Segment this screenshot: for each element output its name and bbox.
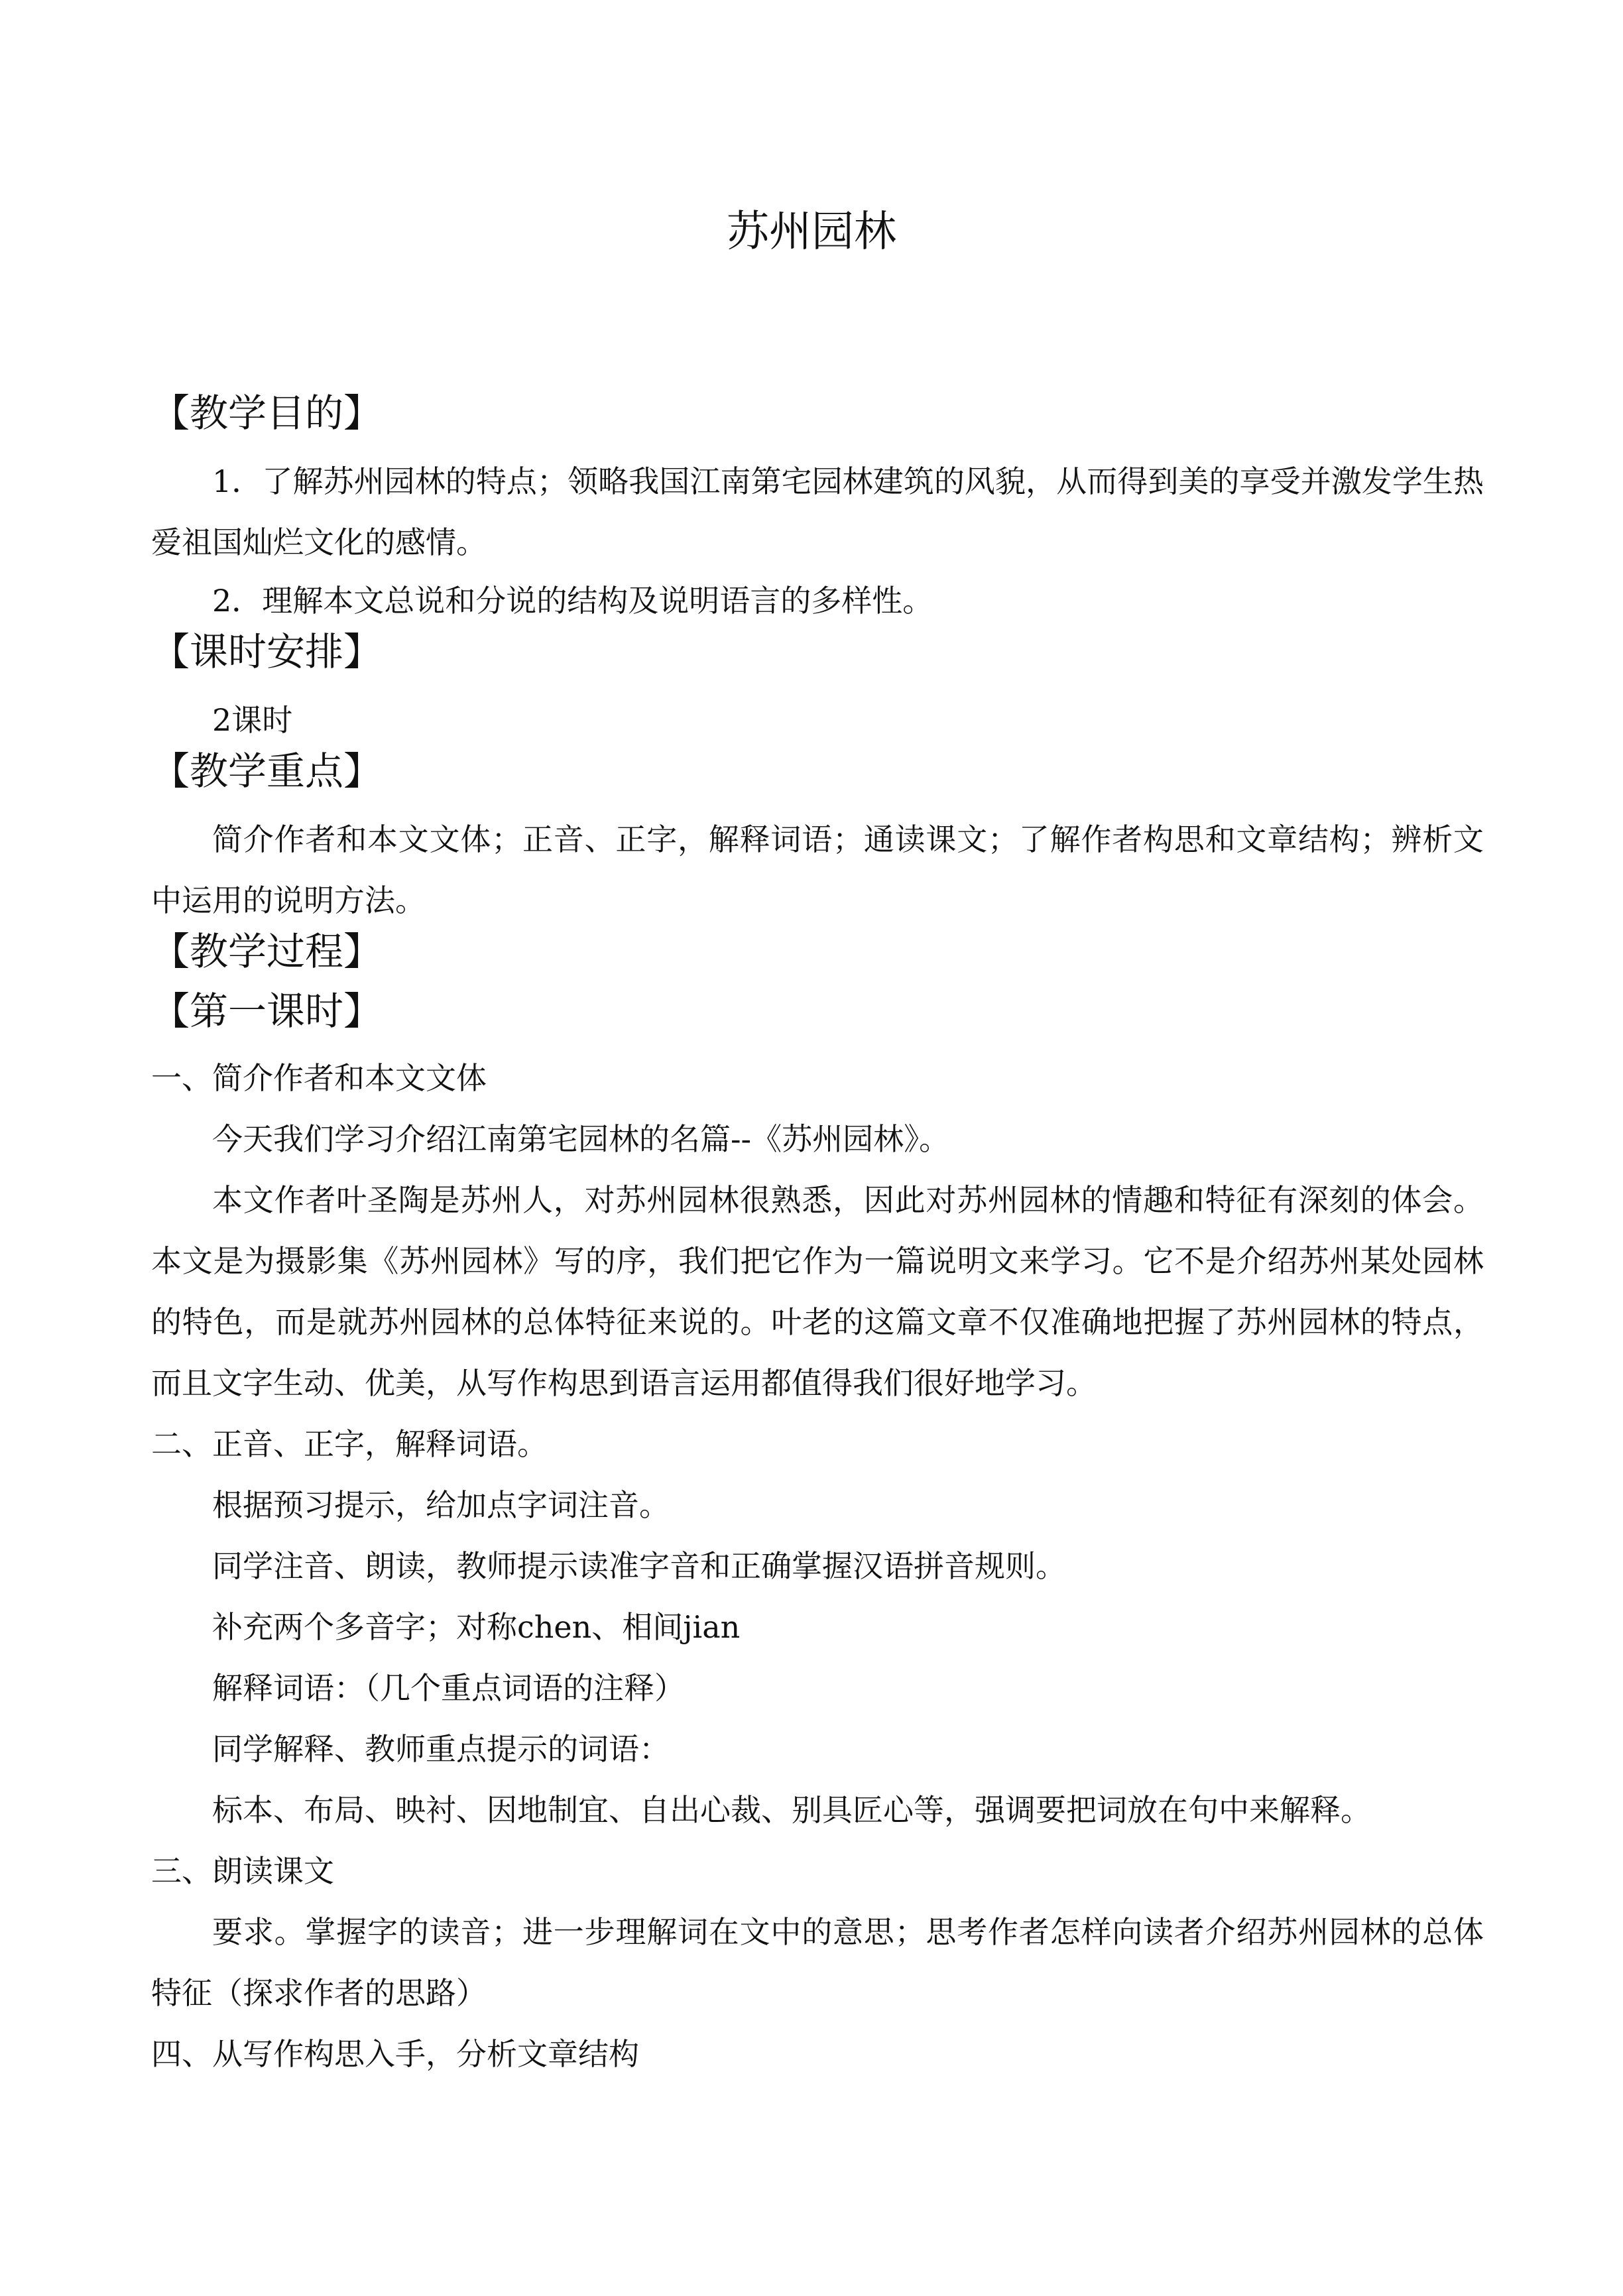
heading-teaching-focus: 【教学重点】 bbox=[151, 749, 383, 794]
step-1-paragraph-2: 本文作者叶圣陶是苏州人，对苏州园林很熟悉，因此对苏州园林的情趣和特征有深刻的体会。本文是为摄影集《苏州园林》写的序，我们把它作为一篇说明文来学习。它不是介绍苏州某处园林的特色，而是就苏州园林的总体特征来说的。叶老的这篇文章不仅准确地把握了苏州园林的特点，而且文字生动、优美，从写作构思到语言运用都值得我们很好地学习。 bbox=[151, 1182, 1484, 1401]
goal-item-2: 2．理解本文总说和分说的结构及说明语言的多样性。 bbox=[212, 583, 933, 619]
step-2-line-2: 同学注音、朗读，教师提示读准字音和正确掌握汉语拼音规则。 bbox=[212, 1548, 1066, 1584]
step-2-line-6: 标本、布局、映衬、因地制宜、自出心裁、别具匠心等，强调要把词放在句中来解释。 bbox=[212, 1792, 1371, 1828]
step-2-line-3: 补充两个多音字；对称chen、相间jian bbox=[212, 1609, 741, 1645]
step-2-line-5: 同学解释、教师重点提示的词语： bbox=[212, 1731, 670, 1767]
step-2-title: 二、正音、正字，解释词语。 bbox=[151, 1426, 548, 1462]
step-2-line-4: 解释词语：（几个重点词语的注释） bbox=[212, 1670, 685, 1706]
step-4-title: 四、从写作构思入手，分析文章结构 bbox=[151, 2036, 639, 2072]
heading-teaching-goals: 【教学目的】 bbox=[151, 391, 383, 436]
class-hours-text: 2课时 bbox=[212, 702, 293, 738]
heading-lesson-one: 【第一课时】 bbox=[151, 989, 383, 1034]
document-title: 苏州园林 bbox=[727, 208, 896, 257]
step-1-paragraph-1: 今天我们学习介绍江南第宅园林的名篇--《苏州园林》。 bbox=[212, 1121, 950, 1157]
step-3-title: 三、朗读课文 bbox=[151, 1853, 334, 1889]
step-3-paragraph: 要求。掌握字的读音；进一步理解词在文中的意思；思考作者怎样向读者介绍苏州园林的总体特征（探求作者的思路） bbox=[151, 1914, 1484, 2011]
teaching-focus-text: 简介作者和本文文体；正音、正字，解释词语；通读课文；了解作者构思和文章结构；辨析文中运用的说明方法。 bbox=[151, 821, 1484, 918]
heading-class-hours: 【课时安排】 bbox=[151, 629, 383, 674]
heading-teaching-process: 【教学过程】 bbox=[151, 929, 383, 974]
step-1-title: 一、简介作者和本文文体 bbox=[151, 1060, 487, 1096]
step-2-line-1: 根据预习提示，给加点字词注音。 bbox=[212, 1487, 670, 1523]
goal-item-1: 1．了解苏州园林的特点；领略我国江南第宅园林建筑的风貌，从而得到美的享受并激发学生热爱祖国灿烂文化的感情。 bbox=[151, 463, 1484, 560]
